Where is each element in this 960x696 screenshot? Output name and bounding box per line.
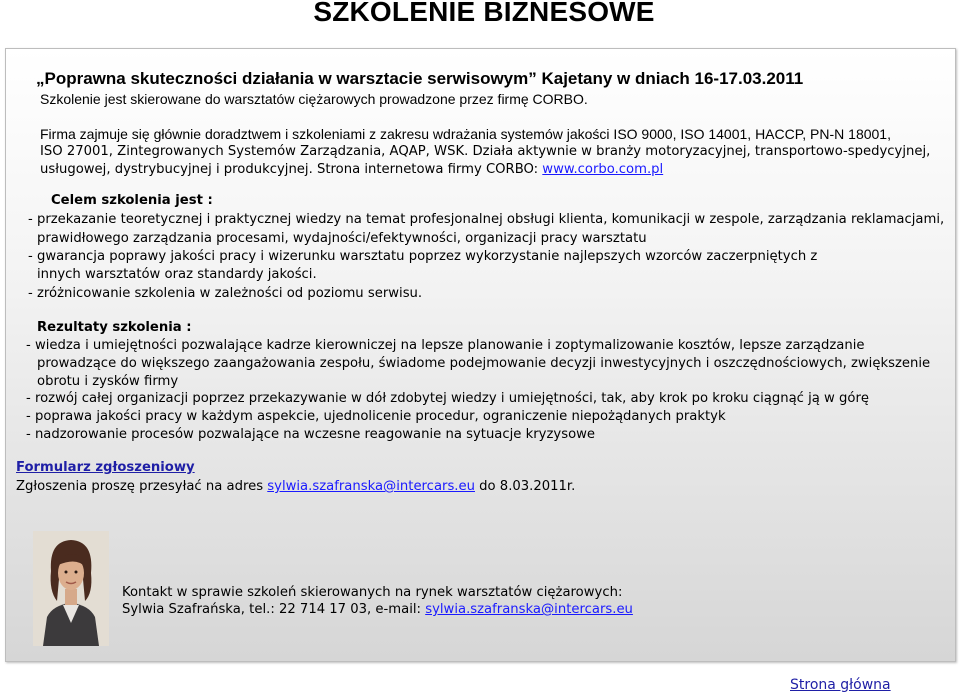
contact-person-photo [33, 531, 109, 646]
company-description-line3 [40, 161, 663, 179]
company-description-text: usługowej, dystrybucyjnej i produkcyjnej. Strona internetowa firmy CORBO: [40, 162, 543, 177]
registration-deadline: do 8.03.2011r. [474, 479, 576, 494]
company-description-line1: Firma zajmuje się głównie doradztwem i szkoleniami z zakresu wdrażania systemów jakości ISO 9000, ISO 14001, HACCP, PN-N 18001, [40, 126, 891, 142]
goals-item: - przekazanie teoretycznej i praktycznej wiedzy na temat profesjonalnej obsługi klienta, komunikacji w zespole, zarządzania reklamacjami, [28, 212, 945, 227]
company-website-link[interactable]: www.corbo.com.pl [542, 162, 664, 177]
goals-item: innych warsztatów oraz standardy jakości. [37, 267, 317, 282]
contact-details [122, 601, 633, 619]
goals-item: - zróżnicowanie szkolenia w zależności od poziomu serwisu. [28, 286, 423, 301]
results-item: obrotu i zysków firmy [37, 374, 179, 389]
page-title: SZKOLENIE BIZNESOWE [313, 0, 655, 27]
results-item: - wiedza i umiejętności pozwalające kadrze kierowniczej na lepsze planowanie i zoptymalizowanie kosztów, lepsze zarządzanie [26, 338, 865, 353]
home-page-link[interactable]: Strona główna [790, 677, 891, 693]
results-item: - poprawa jakości pracy w każdym aspekcie, ujednolicenie procedur, ograniczenie niepożądanych praktyk [26, 409, 726, 424]
results-item: prowadzące do większego zaangażowania zespołu, świadome podejmowanie decyzji inwestycyjnych i oszczędnościowych, zwiększenie [37, 356, 931, 371]
contact-heading: Kontakt w sprawie szkoleń skierowanych na rynek warsztatów ciężarowych: [122, 585, 623, 600]
contact-email-link[interactable]: sylwia.szafranska@intercars.eu [425, 602, 633, 617]
course-subtitle: Szkolenie jest skierowane do warsztatów ciężarowych prowadzone przez firmę CORBO. [40, 91, 588, 107]
results-item: - nadzorowanie procesów pozwalające na wczesne reagowanie na sytuacje kryzysowe [26, 427, 596, 442]
registration-email-link[interactable]: sylwia.szafranska@intercars.eu [267, 479, 475, 494]
results-heading: Rezultaty szkolenia : [37, 320, 192, 335]
goals-item: - gwarancja poprawy jakości pracy i wizerunku warsztatu poprzez wykorzystanie najlepszych wzorców zaczerpniętych z [28, 249, 818, 264]
course-heading: „Poprawna skuteczności działania w warsztacie serwisowym” Kajetany w dniach 16-17.03.2011 [36, 69, 804, 88]
content-panel [5, 48, 956, 662]
registration-info [16, 478, 575, 496]
company-description-line2: ISO 27001, Zintegrowanych Systemów Zarządzania, AQAP, WSK. Działa aktywnie w branży motoryzacyjnej, transportowo-spedycyjnej, [40, 144, 931, 159]
registration-form-wrap [16, 459, 195, 477]
results-item: - rozwój całej organizacji poprzez przekazywanie w dół zdobytej wiedzy i umiejętności, tak, aby krok po kroku ciągnąć ją w górę [26, 391, 869, 406]
registration-text: Zgłoszenia proszę przesyłać na adres [16, 479, 268, 494]
goals-item: prawidłowego zarządzania procesami, wydajności/efektywności, organizacji pracy warsztatu [37, 231, 647, 246]
goals-heading: Celem szkolenia jest : [51, 193, 213, 208]
contact-person-phone: Sylwia Szafrańska, tel.: 22 714 17 03, e-mail: [122, 602, 426, 617]
registration-form-link[interactable]: Formularz zgłoszeniowy [16, 460, 195, 475]
